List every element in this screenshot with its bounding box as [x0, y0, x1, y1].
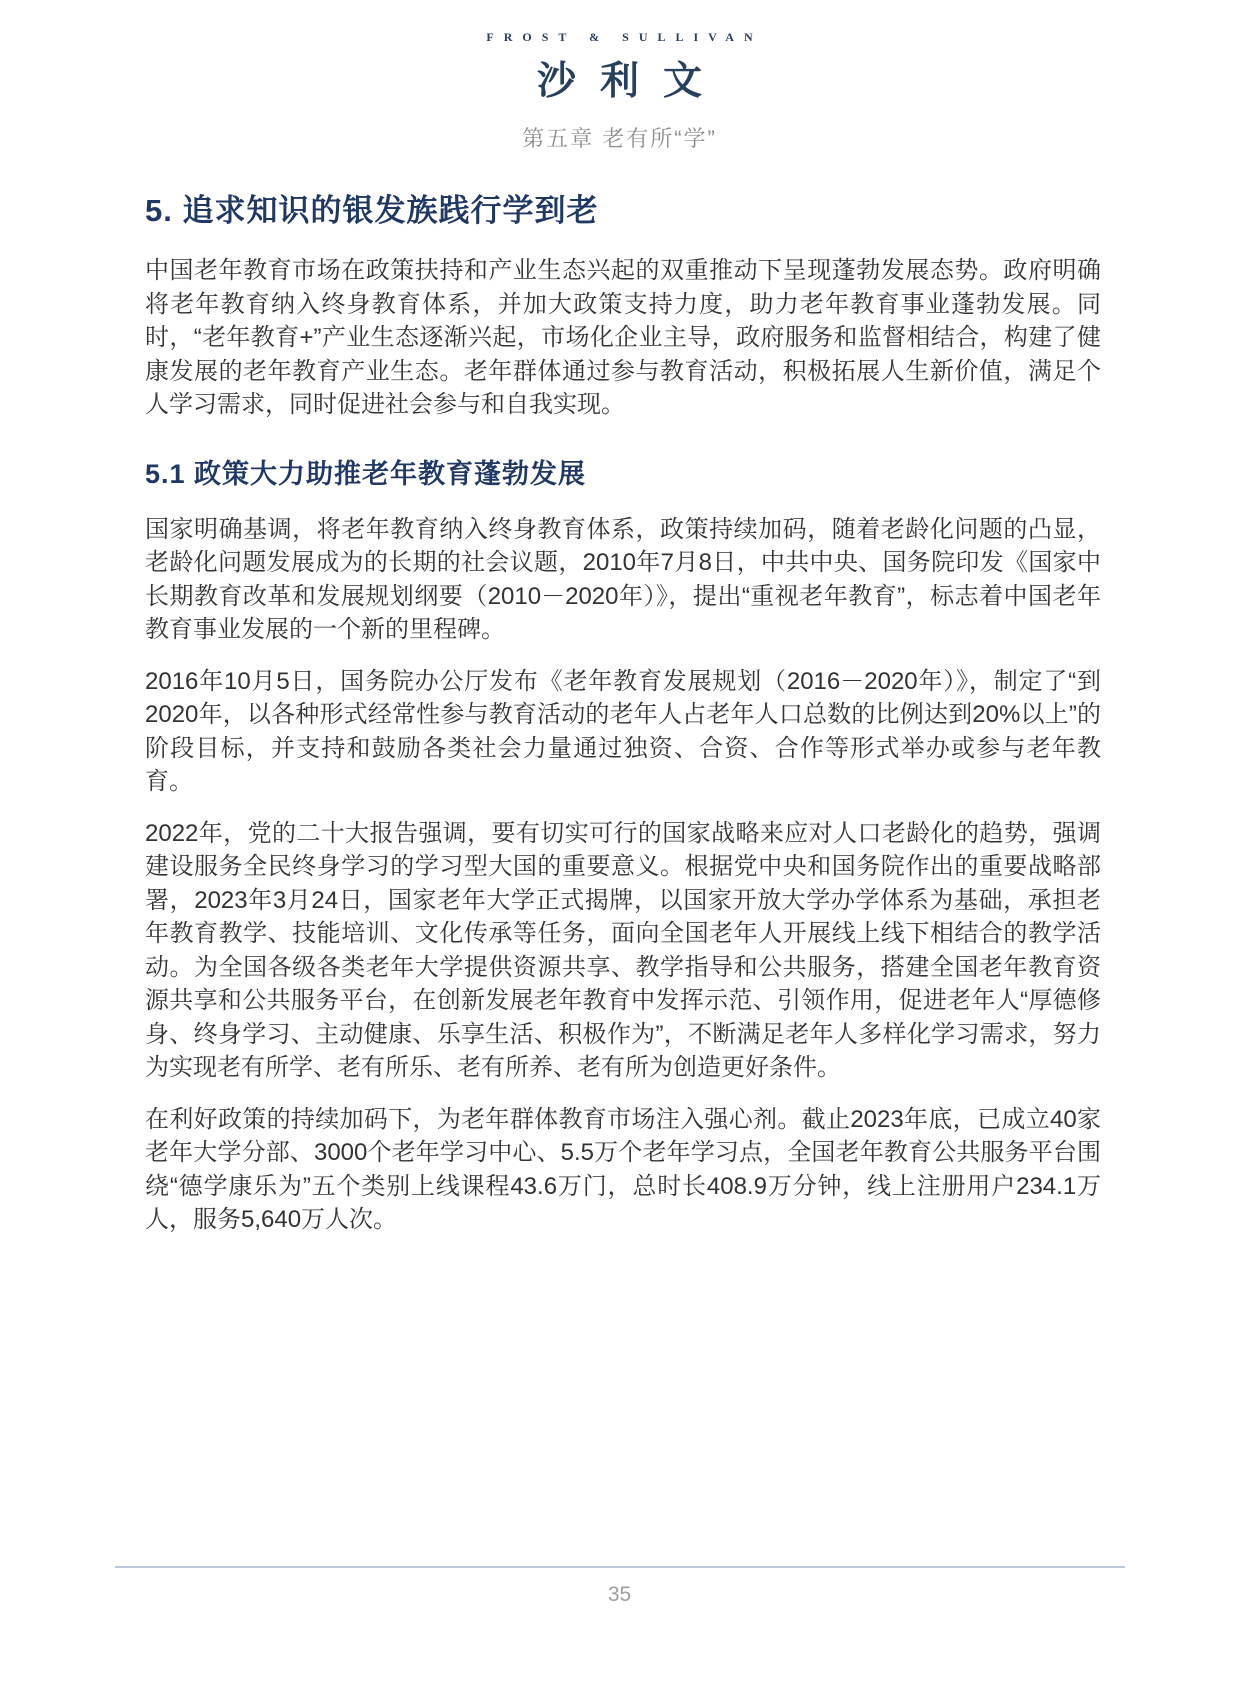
- page-header: [0, 0, 1239, 153]
- intro-paragraph: 中国老年教育市场在政策扶持和产业生态兴起的双重推动下呈现蓬勃发展态势。政府明确将老年教育纳入终身教育体系，并加大政策支持力度，助力老年教育事业蓬勃发展。同时，“老年教育+”产业生态逐渐兴起，市场化企业主导，政府服务和监督相结合，构建了健康发展的老年教育产业生态。老年群体通过参与教育活动，积极拓展人生新价值，满足个人学习需求，同时促进社会参与和自我实现。: [145, 257, 1101, 418]
- page-number: 35: [607, 1583, 632, 1606]
- footer-divider: [115, 1566, 1125, 1568]
- frost-sullivan-logo: [0, 30, 1239, 106]
- body-paragraph: 2022年，党的二十大报告强调，要有切实可行的国家战略来应对人口老龄化的趋势，强调建设服务全民终身学习的学习型大国的重要意义。根据党中央和国务院作出的重要战略部署，2023年3月24日，国家老年大学正式揭牌，以国家开放大学办学体系为基础，承担老年教育教学、技能培训、文化传承等任务，面向全国老年人开展线上线下相结合的教学活动。为全国各级各类老年大学提供资源共享、教学指导和公共服务，搭建全国老年教育资源共享和公共服务平台，在创新发展老年教育中发挥示范、引领作用，促进老年人“厚德修身、终身学习、主动健康、乐享生活、积极作为”，不断满足老年人多样化学习需求，努力为实现老有所学、老有所乐、老有所养、老有所为创造更好条件。: [145, 819, 1101, 1081]
- logo-wordmark-zh: 沙利文: [536, 60, 726, 103]
- logo-wordmark-en: FROST & SULLIVAN: [486, 30, 763, 44]
- page-body: [145, 185, 1101, 1255]
- body-paragraph: 2016年10月5日，国务院办公厅发布《老年教育发展规划（2016－2020年）》，制定了“到2020年，以各种形式经常性参与教育活动的老年人占老年人口总数的比例达到20%以上”的阶段目标，并支持和鼓励各类社会力量通过独资、合资、合作等形式举办或参与老年教育。: [145, 667, 1101, 795]
- chapter-title: 第五章 老有所“学”: [522, 126, 717, 151]
- subsection-heading: 5.1 政策大力助推老年教育蓬勃发展: [145, 458, 587, 489]
- body-paragraph: 在利好政策的持续加码下，为老年群体教育市场注入强心剂。截止2023年底，已成立40家老年大学分部、3000个老年学习中心、5.5万个老年学习点，全国老年教育公共服务平台围绕“德学康乐为”五个类别上线课程43.6万门，总时长408.9万分钟，线上注册用户234.1万人，服务5,640万人次。: [145, 1105, 1101, 1233]
- section-heading: 5. 追求知识的银发族践行学到老: [145, 193, 599, 228]
- body-paragraph: 国家明确基调，将老年教育纳入终身教育体系，政策持续加码，随着老龄化问题的凸显，老龄化问题发展成为的长期的社会议题，2010年7月8日，中共中央、国务院印发《国家中长期教育改革和发展规划纲要（2010－2020年）》，提出“重视老年教育”，标志着中国老年教育事业发展的一个新的里程碑。: [145, 515, 1101, 643]
